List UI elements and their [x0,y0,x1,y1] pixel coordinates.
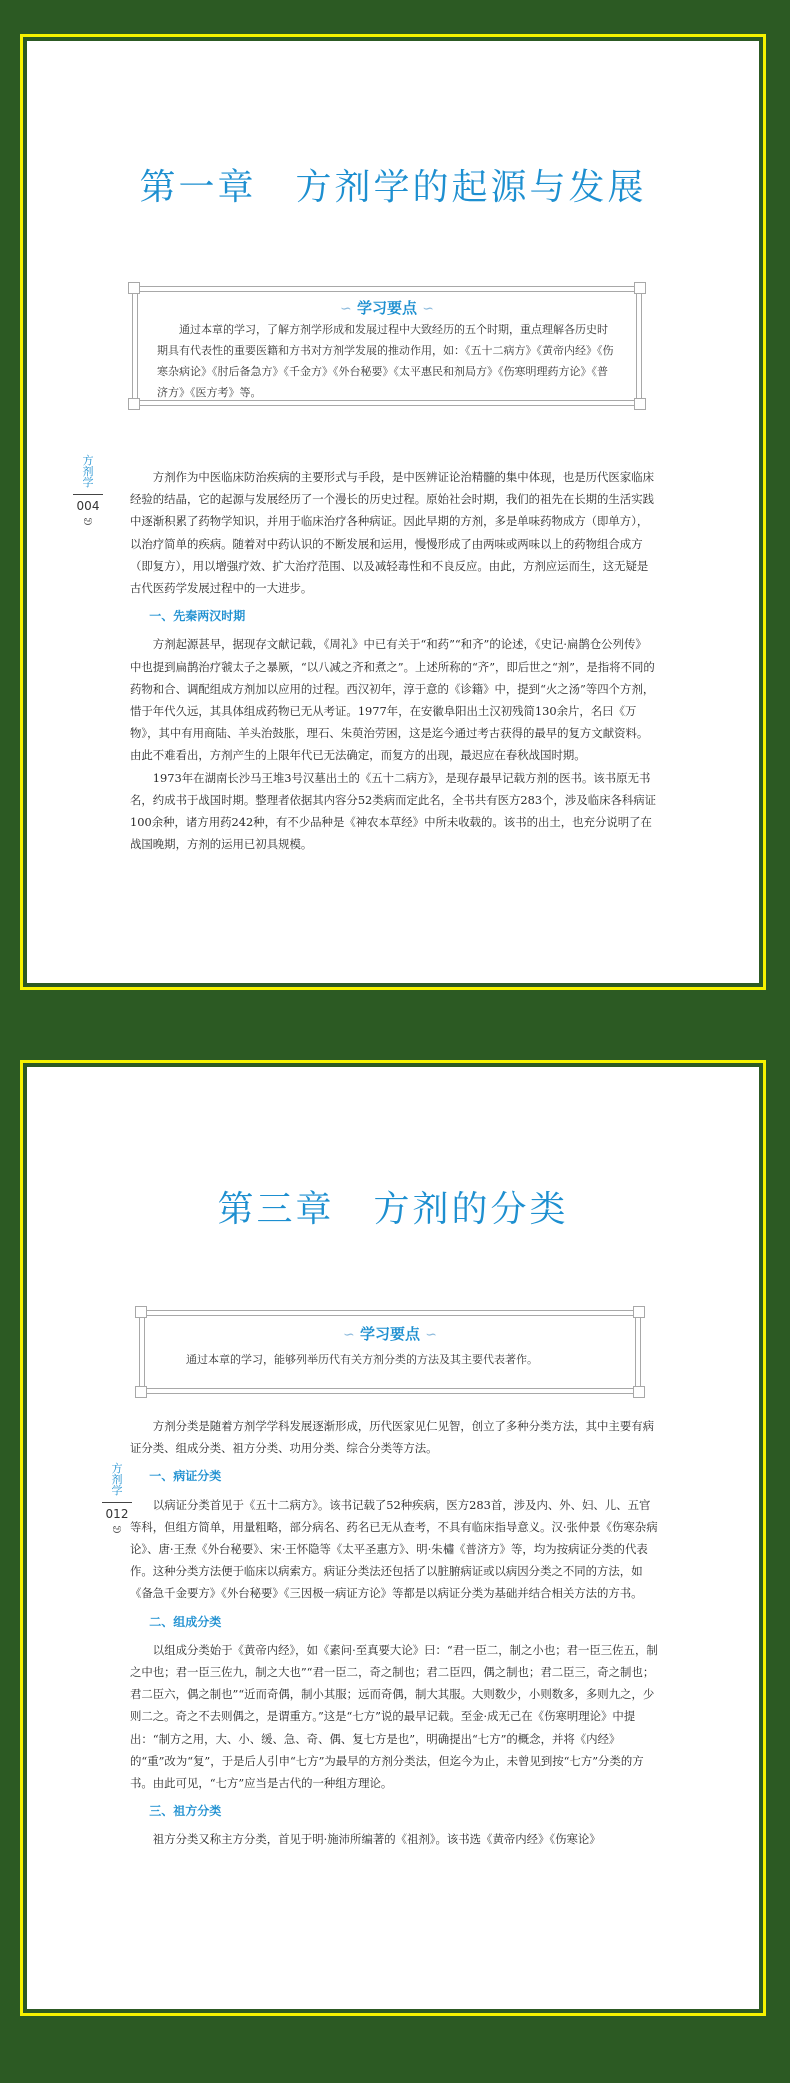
page-card-2 [20,1060,766,2016]
side-label: 方剂学 [111,1462,123,1497]
body-text [130,466,658,855]
side-label: 方剂学 [82,454,94,489]
key-points-text: 通过本章的学习，了解方剂学形成和发展过程中大致经历的五个时期，重点理解各历史时期具有代表性的重要医籍和方书对方剂学发展的推动作用，如：《五十二病方》《黄帝内经》《伤寒杂病论》《肘后备急方》《千金方》《外台秘要》《太平惠民和剂局方》《伤寒明理药方论》《普济方》《医方考》等。 [157,323,614,399]
key-points-text: 通过本章的学习，能够列举历代有关方剂分类的方法及其主要代表著作。 [186,1353,538,1366]
key-points-title: 学习要点 [356,299,417,317]
page-number: 012 [105,1507,129,1521]
body-text [130,1415,658,1851]
paragraph: 方剂起源甚早，据现存文献记载，《周礼》中已有关于“和药”“和齐”的论述，《史记·扁鹊仓公列传》中也提到扁鹊治疗虢太子之暴厥，“以八减之齐和煮之”。上述所称的“齐”，即后世之“剂”，是指将不同的药物和合、调配组成方剂加以应用的过程。西汉初年，淳于意的《诊籍》中，提到“火之汤”等四个方剂，惜于年代久远，其具体组成药物已无从考证。1977年，在安徽阜阳出土汉初残简130余片，名曰《万物》，其中有用商陆、羊头治鼓胀，理石、朱萸治劳困，这是迄今通过考古获得的最早的复方文献资料。由此不难看出，方剂产生的上限年代已无法确定，而复方的出现，最迟应在春秋战国时期。 [130,637,655,763]
key-points-box [132,286,642,406]
swirl-ornament-icon: ∽ [425,1327,437,1343]
key-points-box [139,1310,641,1394]
side-divider [102,1502,132,1503]
page-sheet-2 [23,1063,763,2013]
section-heading: 一、病证分类 [149,1469,222,1484]
swirl-ornament-icon: ∽ [422,301,434,317]
key-points-heading [140,1323,640,1344]
scroll-ornament-icon: ಅ [112,1521,122,1537]
swirl-ornament-icon: ∽ [343,1327,355,1343]
chapter-title: 第一章 方剂学的起源与发展 [139,167,647,208]
side-divider [73,494,103,495]
paragraph: 1973年在湖南长沙马王堆3号汉墓出土的《五十二病方》，是现存最早记载方剂的医书。该书原无书名，约成书于战国时期。整理者依据其内容分52类病而定此名，全书共有医方283个，涉及临床各科病证100余种，诸方用药242种，有不少品种是《神农本草经》中所未收载的。该书的出土，也充分说明了在战国晚期，方剂的运用已初具规模。 [130,770,657,852]
paragraph: 以组成分类始于《黄帝内经》，如《素问·至真要大论》曰：“君一臣二，制之小也；君一臣三佐五，制之中也；君一臣三佐九，制之大也”“君一臣二，奇之制也；君二臣四，偶之制也；君二臣三，奇之制也；君二臣六，偶之制也”“近而奇偶，制小其服；远而奇偶，制大其服。大则数少，小则数多，多则九之，少则二之。奇之不去则偶之，是谓重方。”这是“七方”说的最早记载。至金·成无己在《伤寒明理论》中提出：“制方之用，大、小、缓、急、奇、偶、复七方是也”，明确提出“七方”的概念，并将《内经》的“重”改为“复”，于是后人引申“七方”为最早的方剂分类法，但迄今为止，未曾见到按“七方”分类的方书。由此可见，“七方”应当是古代的一种组方理论。 [130,1642,658,1791]
swirl-ornament-icon: ∽ [340,301,352,317]
section-heading: 一、先秦两汉时期 [149,609,246,624]
paragraph: 以病证分类首见于《五十二病方》。该书记载了52种疾病，医方283首，涉及内、外、妇、儿、五官等科，但组方简单，用量粗略，部分病名、药名已无从查考，不具有临床指导意义。汉·张仲景《伤寒杂病论》、唐·王焘《外台秘要》、宋·王怀隐等《太平圣惠方》、明·朱橚《普济方》等，均为按病证分类的代表作。这种分类方法便于临床以病索方。病证分类法还包括了以脏腑病证或以病因分类之不同的方法，如《备急千金要方》《外台秘要》《三因极一病证方论》等都是以病证分类为基础并结合相关方法的方书。 [130,1497,658,1601]
section-heading: 三、祖方分类 [149,1804,222,1819]
page-card-1 [20,34,766,990]
section-heading: 二、组成分类 [149,1614,222,1629]
page-sheet-1 [23,37,763,987]
paragraph: 祖方分类又称主方分类，首见于明·施沛所编著的《祖剂》。该书选《黄帝内经》《伤寒论》 [152,1832,601,1847]
chapter-title: 第三章 方剂的分类 [217,1189,569,1230]
intro-paragraph: 方剂分类是随着方剂学学科发展逐渐形成，历代医家见仁见智，创立了多种分类方法，其中主要有病证分类、组成分类、祖方分类、功用分类、综合分类等方法。 [130,1419,654,1456]
intro-paragraph: 方剂作为中医临床防治疾病的主要形式与手段，是中医辨证论治精髓的集中体现，也是历代医家临床经验的结晶，它的起源与发展经历了一个漫长的历史过程。原始社会时期，我们的祖先在长期的生活实践中逐渐积累了药物学知识，并用于临床治疗各种病证。因此早期的方剂，多是单味药物成方（即单方），以治疗简单的疾病。随着对中药认识的不断发展和运用，慢慢形成了由两味或两味以上的药物组合成方（即复方），用以增强疗效、扩大治疗范围、以及减轻毒性和不良反应。由此，方剂应运而生，这无疑是古代医药学发展过程中的一大进步。 [130,470,654,596]
page-number: 004 [76,499,100,513]
side-tab [70,455,106,529]
scroll-ornament-icon: ಅ [83,513,93,529]
key-points-title: 学习要点 [359,1325,420,1343]
key-points-heading [133,297,641,318]
